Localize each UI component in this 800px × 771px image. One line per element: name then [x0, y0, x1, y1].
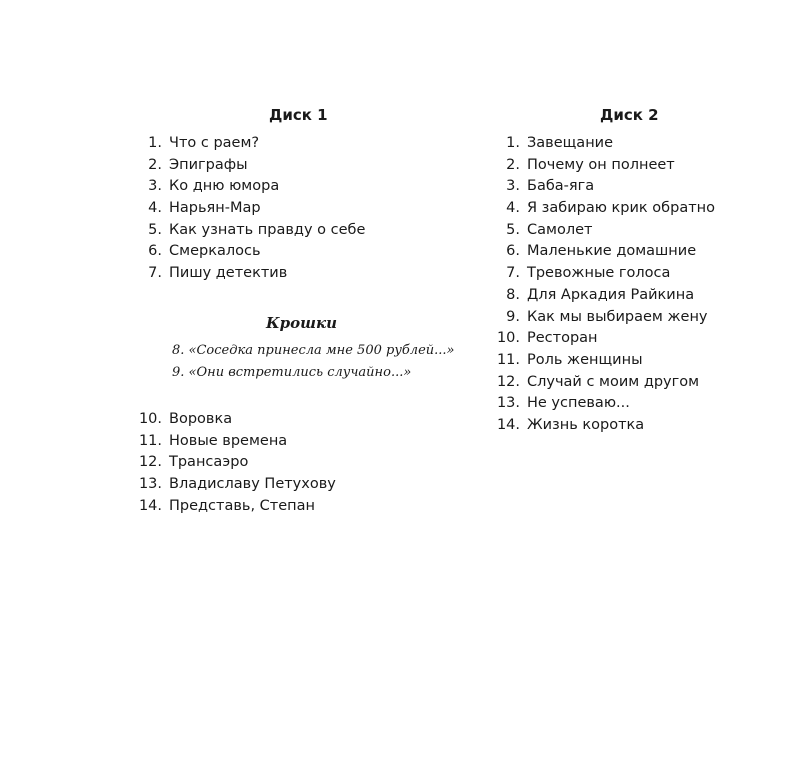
track-number: 12. — [138, 454, 162, 471]
track-title: Ко дню юмора — [169, 178, 280, 195]
track-title: Завещание — [527, 135, 614, 151]
track-number: 10. — [138, 411, 162, 427]
track-title: Маленькие домашние — [527, 243, 697, 260]
disk2-track-list — [490, 133, 716, 437]
track-title: Случай с моим другом — [527, 373, 700, 390]
track-title: Как мы выбираем жену — [527, 308, 708, 325]
track-number: 13. — [138, 476, 162, 493]
crumb-item: 8. «Соседка принесла мне 500 рублей...» — [172, 343, 455, 358]
track-number: 7. — [148, 265, 162, 282]
track-number: 4. — [506, 200, 520, 217]
track-number: 3. — [148, 178, 162, 195]
track-number: 1. — [148, 135, 162, 151]
track-title: Представь, Степан — [169, 497, 316, 514]
track-title: Трансаэро — [169, 454, 249, 471]
track-number: 4. — [148, 200, 162, 217]
track-title: Не успеваю... — [527, 395, 630, 412]
track-item — [490, 415, 696, 437]
track-title: Смеркалось — [169, 243, 261, 260]
track-item — [490, 220, 696, 242]
track-title: Я забираю крик обратно — [527, 200, 716, 217]
track-number: 8. — [506, 286, 520, 303]
track-number: 14. — [138, 497, 162, 514]
track-item — [490, 198, 716, 220]
track-number: 1. — [506, 135, 520, 151]
crumbs-title: Крошки — [266, 314, 338, 332]
track-item — [490, 241, 696, 263]
track-item — [490, 133, 696, 155]
disk2-title: Диск 2 — [600, 106, 659, 124]
track-number: 14. — [496, 416, 520, 433]
track-title: Воровка — [169, 411, 233, 427]
track-number: 10. — [496, 330, 520, 347]
track-number: 5. — [506, 221, 520, 238]
track-title: Жизнь коротка — [527, 416, 645, 433]
track-item — [490, 176, 696, 198]
track-item — [490, 155, 696, 177]
track-title: Как узнать правду о себе — [169, 221, 366, 238]
track-number: 6. — [506, 243, 520, 260]
track-title: Самолет — [527, 221, 593, 238]
track-item — [490, 263, 696, 285]
track-title: Эпиграфы — [169, 156, 248, 173]
track-item — [490, 328, 696, 350]
track-number: 11. — [138, 432, 162, 449]
track-item — [490, 350, 696, 372]
track-title: Нарьян-Мар — [169, 200, 261, 217]
track-item — [490, 307, 708, 329]
track-item — [490, 285, 696, 307]
track-title: Что с раем? — [169, 135, 260, 151]
track-title: Владиславу Петухову — [169, 476, 336, 493]
track-number: 2. — [148, 156, 162, 173]
track-title: Баба-яга — [527, 178, 595, 195]
track-number: 6. — [148, 243, 162, 260]
track-number: 3. — [506, 178, 520, 195]
track-number: 9. — [506, 308, 520, 325]
track-title: Ресторан — [527, 330, 598, 347]
track-title: Для Аркадия Райкина — [527, 286, 695, 303]
track-number: 12. — [496, 373, 520, 390]
track-number: 7. — [506, 265, 520, 282]
track-title: Новые времена — [169, 432, 288, 449]
disk1-title: Диск 1 — [269, 106, 328, 124]
track-title: Пишу детектив — [169, 265, 288, 282]
track-item — [490, 372, 700, 394]
track-item — [490, 393, 696, 415]
crumb-item: 9. «Они встретились случайно...» — [172, 365, 412, 380]
track-title: Роль женщины — [527, 351, 643, 368]
track-number: 11. — [496, 351, 520, 368]
track-number: 2. — [506, 156, 520, 173]
track-title: Почему он полнеет — [527, 156, 675, 173]
track-number: 13. — [496, 395, 520, 412]
track-number: 5. — [148, 221, 162, 238]
track-title: Тревожные голоса — [527, 265, 671, 282]
